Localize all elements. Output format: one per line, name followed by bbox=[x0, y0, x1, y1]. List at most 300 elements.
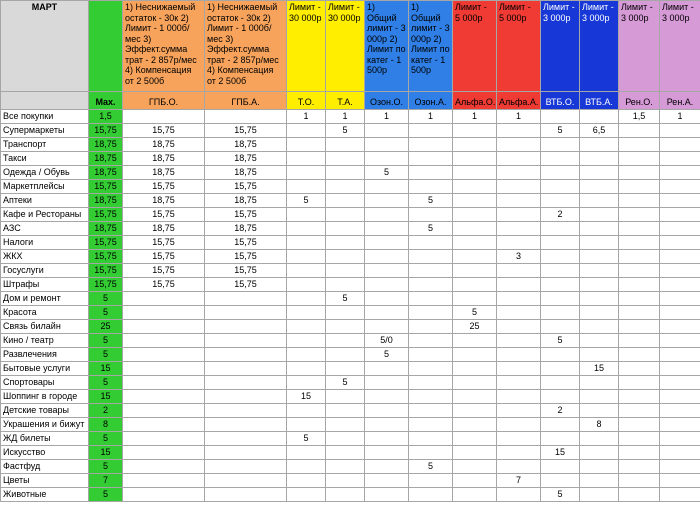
max-cell[interactable]: 5 bbox=[89, 348, 123, 362]
value-cell-vtb-a[interactable]: 8 bbox=[580, 418, 619, 432]
value-cell-alfa-a[interactable] bbox=[497, 222, 541, 236]
value-cell-alfa-o[interactable] bbox=[453, 180, 497, 194]
value-cell-ozon-a[interactable]: 5 bbox=[409, 460, 453, 474]
value-cell-alfa-o[interactable]: 1 bbox=[453, 110, 497, 124]
value-cell-alfa-a[interactable] bbox=[497, 362, 541, 376]
value-cell-ren-a[interactable] bbox=[660, 166, 700, 180]
value-cell-alfa-o[interactable]: 25 bbox=[453, 320, 497, 334]
value-cell-t-a[interactable]: 1 bbox=[326, 110, 365, 124]
value-cell-alfa-a[interactable] bbox=[497, 432, 541, 446]
value-cell-ozon-o[interactable] bbox=[365, 138, 409, 152]
category-cell[interactable]: ЖД билеты bbox=[1, 432, 89, 446]
value-cell-vtb-a[interactable] bbox=[580, 292, 619, 306]
value-cell-ozon-a[interactable] bbox=[409, 138, 453, 152]
value-cell-ren-a[interactable] bbox=[660, 194, 700, 208]
value-cell-vtb-a[interactable] bbox=[580, 110, 619, 124]
value-cell-ozon-a[interactable] bbox=[409, 390, 453, 404]
value-cell-vtb-a[interactable] bbox=[580, 320, 619, 334]
value-cell-alfa-a[interactable] bbox=[497, 306, 541, 320]
value-cell-alfa-o[interactable] bbox=[453, 236, 497, 250]
value-cell-t-o[interactable] bbox=[287, 124, 326, 138]
value-cell-t-a[interactable] bbox=[326, 208, 365, 222]
value-cell-gpb-o[interactable] bbox=[123, 432, 205, 446]
value-cell-t-o[interactable] bbox=[287, 236, 326, 250]
max-cell[interactable]: 18,75 bbox=[89, 152, 123, 166]
value-cell-ren-a[interactable] bbox=[660, 306, 700, 320]
value-cell-ozon-o[interactable] bbox=[365, 222, 409, 236]
value-cell-ren-o[interactable] bbox=[619, 362, 660, 376]
category-cell[interactable]: Супермаркеты bbox=[1, 124, 89, 138]
value-cell-alfa-a[interactable] bbox=[497, 180, 541, 194]
category-cell[interactable]: Животные bbox=[1, 488, 89, 502]
max-cell[interactable]: 15,75 bbox=[89, 250, 123, 264]
value-cell-ren-a[interactable] bbox=[660, 208, 700, 222]
value-cell-alfa-o[interactable] bbox=[453, 348, 497, 362]
value-cell-alfa-o[interactable] bbox=[453, 334, 497, 348]
value-cell-vtb-o[interactable] bbox=[541, 320, 580, 334]
category-cell[interactable]: Фастфуд bbox=[1, 460, 89, 474]
value-cell-vtb-a[interactable] bbox=[580, 180, 619, 194]
value-cell-ozon-o[interactable]: 5 bbox=[365, 166, 409, 180]
value-cell-t-o[interactable] bbox=[287, 152, 326, 166]
value-cell-gpb-o[interactable] bbox=[123, 292, 205, 306]
value-cell-t-o[interactable] bbox=[287, 334, 326, 348]
value-cell-vtb-o[interactable] bbox=[541, 138, 580, 152]
value-cell-t-a[interactable] bbox=[326, 180, 365, 194]
value-cell-gpb-o[interactable]: 18,75 bbox=[123, 166, 205, 180]
value-cell-alfa-o[interactable] bbox=[453, 166, 497, 180]
value-cell-ozon-a[interactable] bbox=[409, 306, 453, 320]
value-cell-alfa-a[interactable] bbox=[497, 194, 541, 208]
max-cell[interactable]: 2 bbox=[89, 404, 123, 418]
max-cell[interactable]: 18,75 bbox=[89, 138, 123, 152]
value-cell-alfa-a[interactable] bbox=[497, 460, 541, 474]
value-cell-vtb-o[interactable]: 5 bbox=[541, 488, 580, 502]
value-cell-t-o[interactable] bbox=[287, 208, 326, 222]
value-cell-vtb-o[interactable] bbox=[541, 376, 580, 390]
category-cell[interactable]: Аптеки bbox=[1, 194, 89, 208]
value-cell-vtb-o[interactable] bbox=[541, 348, 580, 362]
value-cell-vtb-a[interactable] bbox=[580, 460, 619, 474]
value-cell-gpb-o[interactable] bbox=[123, 390, 205, 404]
value-cell-ren-o[interactable] bbox=[619, 236, 660, 250]
value-cell-ren-a[interactable] bbox=[660, 180, 700, 194]
value-cell-gpb-a[interactable] bbox=[205, 306, 287, 320]
value-cell-gpb-o[interactable]: 18,75 bbox=[123, 194, 205, 208]
value-cell-alfa-a[interactable] bbox=[497, 418, 541, 432]
category-cell[interactable]: Искусство bbox=[1, 446, 89, 460]
value-cell-ren-o[interactable] bbox=[619, 166, 660, 180]
value-cell-ozon-o[interactable] bbox=[365, 264, 409, 278]
value-cell-ozon-a[interactable] bbox=[409, 236, 453, 250]
value-cell-ren-o[interactable] bbox=[619, 152, 660, 166]
value-cell-ren-a[interactable] bbox=[660, 446, 700, 460]
value-cell-alfa-a[interactable]: 7 bbox=[497, 474, 541, 488]
value-cell-t-a[interactable] bbox=[326, 446, 365, 460]
value-cell-vtb-a[interactable] bbox=[580, 166, 619, 180]
value-cell-ren-a[interactable] bbox=[660, 138, 700, 152]
value-cell-ozon-o[interactable] bbox=[365, 250, 409, 264]
value-cell-vtb-o[interactable]: 2 bbox=[541, 208, 580, 222]
value-cell-gpb-o[interactable]: 15,75 bbox=[123, 208, 205, 222]
value-cell-gpb-a[interactable] bbox=[205, 362, 287, 376]
value-cell-gpb-o[interactable]: 18,75 bbox=[123, 152, 205, 166]
value-cell-t-a[interactable]: 5 bbox=[326, 376, 365, 390]
value-cell-gpb-a[interactable]: 18,75 bbox=[205, 152, 287, 166]
value-cell-t-o[interactable] bbox=[287, 488, 326, 502]
value-cell-ren-a[interactable] bbox=[660, 348, 700, 362]
value-cell-ren-a[interactable] bbox=[660, 362, 700, 376]
value-cell-t-o[interactable] bbox=[287, 264, 326, 278]
value-cell-gpb-o[interactable]: 15,75 bbox=[123, 264, 205, 278]
max-cell[interactable]: 5 bbox=[89, 292, 123, 306]
value-cell-gpb-a[interactable] bbox=[205, 376, 287, 390]
value-cell-alfa-o[interactable] bbox=[453, 376, 497, 390]
category-cell[interactable]: Такси bbox=[1, 152, 89, 166]
value-cell-ozon-a[interactable]: 5 bbox=[409, 222, 453, 236]
value-cell-ren-o[interactable] bbox=[619, 460, 660, 474]
value-cell-ozon-a[interactable] bbox=[409, 432, 453, 446]
value-cell-alfa-o[interactable] bbox=[453, 124, 497, 138]
max-cell[interactable]: 7 bbox=[89, 474, 123, 488]
value-cell-ren-o[interactable] bbox=[619, 432, 660, 446]
value-cell-alfa-o[interactable] bbox=[453, 152, 497, 166]
value-cell-gpb-a[interactable] bbox=[205, 292, 287, 306]
value-cell-t-a[interactable] bbox=[326, 362, 365, 376]
value-cell-t-o[interactable] bbox=[287, 362, 326, 376]
value-cell-vtb-a[interactable] bbox=[580, 390, 619, 404]
value-cell-ren-a[interactable] bbox=[660, 376, 700, 390]
value-cell-vtb-o[interactable] bbox=[541, 194, 580, 208]
value-cell-ozon-o[interactable] bbox=[365, 194, 409, 208]
value-cell-ren-o[interactable] bbox=[619, 124, 660, 138]
value-cell-gpb-a[interactable] bbox=[205, 334, 287, 348]
max-cell[interactable]: 5 bbox=[89, 306, 123, 320]
value-cell-ren-a[interactable] bbox=[660, 222, 700, 236]
value-cell-gpb-a[interactable] bbox=[205, 390, 287, 404]
category-cell[interactable]: Связь билайн bbox=[1, 320, 89, 334]
value-cell-alfa-o[interactable] bbox=[453, 194, 497, 208]
max-cell[interactable]: 15,75 bbox=[89, 278, 123, 292]
category-cell[interactable]: Налоги bbox=[1, 236, 89, 250]
value-cell-ren-o[interactable] bbox=[619, 292, 660, 306]
value-cell-vtb-a[interactable] bbox=[580, 446, 619, 460]
value-cell-ren-a[interactable] bbox=[660, 390, 700, 404]
category-cell[interactable]: Госуслуги bbox=[1, 264, 89, 278]
value-cell-ren-a[interactable] bbox=[660, 250, 700, 264]
value-cell-ozon-o[interactable]: 5 bbox=[365, 348, 409, 362]
value-cell-vtb-o[interactable]: 5 bbox=[541, 334, 580, 348]
value-cell-vtb-a[interactable] bbox=[580, 488, 619, 502]
value-cell-t-o[interactable] bbox=[287, 404, 326, 418]
value-cell-vtb-o[interactable] bbox=[541, 152, 580, 166]
value-cell-vtb-a[interactable] bbox=[580, 152, 619, 166]
value-cell-t-a[interactable] bbox=[326, 236, 365, 250]
value-cell-t-a[interactable]: 5 bbox=[326, 124, 365, 138]
value-cell-ren-o[interactable] bbox=[619, 390, 660, 404]
max-cell[interactable]: 18,75 bbox=[89, 194, 123, 208]
value-cell-alfa-o[interactable] bbox=[453, 446, 497, 460]
value-cell-t-a[interactable] bbox=[326, 488, 365, 502]
value-cell-gpb-a[interactable] bbox=[205, 488, 287, 502]
value-cell-vtb-o[interactable] bbox=[541, 474, 580, 488]
value-cell-gpb-o[interactable] bbox=[123, 418, 205, 432]
value-cell-gpb-o[interactable]: 15,75 bbox=[123, 236, 205, 250]
max-cell[interactable]: 15,75 bbox=[89, 208, 123, 222]
category-cell[interactable]: ЖКХ bbox=[1, 250, 89, 264]
category-cell[interactable]: Все покупки bbox=[1, 110, 89, 124]
value-cell-ozon-o[interactable] bbox=[365, 306, 409, 320]
category-cell[interactable]: Штрафы bbox=[1, 278, 89, 292]
value-cell-vtb-o[interactable] bbox=[541, 166, 580, 180]
value-cell-ren-a[interactable] bbox=[660, 334, 700, 348]
value-cell-ren-o[interactable] bbox=[619, 348, 660, 362]
max-cell[interactable]: 15,75 bbox=[89, 264, 123, 278]
value-cell-ozon-a[interactable] bbox=[409, 334, 453, 348]
value-cell-ren-o[interactable] bbox=[619, 334, 660, 348]
value-cell-gpb-o[interactable] bbox=[123, 110, 205, 124]
value-cell-ozon-o[interactable] bbox=[365, 236, 409, 250]
value-cell-ozon-a[interactable] bbox=[409, 250, 453, 264]
value-cell-t-a[interactable] bbox=[326, 306, 365, 320]
value-cell-vtb-a[interactable] bbox=[580, 194, 619, 208]
value-cell-gpb-a[interactable] bbox=[205, 348, 287, 362]
value-cell-vtb-o[interactable] bbox=[541, 362, 580, 376]
value-cell-gpb-o[interactable] bbox=[123, 306, 205, 320]
value-cell-alfa-a[interactable] bbox=[497, 292, 541, 306]
value-cell-alfa-a[interactable]: 3 bbox=[497, 250, 541, 264]
value-cell-ren-a[interactable] bbox=[660, 418, 700, 432]
max-cell[interactable]: 18,75 bbox=[89, 166, 123, 180]
value-cell-vtb-o[interactable] bbox=[541, 292, 580, 306]
value-cell-gpb-o[interactable] bbox=[123, 474, 205, 488]
value-cell-t-a[interactable] bbox=[326, 432, 365, 446]
max-cell[interactable]: 15 bbox=[89, 446, 123, 460]
category-cell[interactable]: Бытовые услуги bbox=[1, 362, 89, 376]
value-cell-vtb-a[interactable] bbox=[580, 348, 619, 362]
value-cell-t-o[interactable]: 1 bbox=[287, 110, 326, 124]
value-cell-ozon-a[interactable] bbox=[409, 292, 453, 306]
value-cell-alfa-a[interactable] bbox=[497, 208, 541, 222]
value-cell-ozon-o[interactable] bbox=[365, 418, 409, 432]
value-cell-vtb-a[interactable] bbox=[580, 264, 619, 278]
value-cell-vtb-a[interactable] bbox=[580, 250, 619, 264]
value-cell-t-a[interactable] bbox=[326, 390, 365, 404]
value-cell-alfa-o[interactable] bbox=[453, 362, 497, 376]
category-cell[interactable]: Транспорт bbox=[1, 138, 89, 152]
value-cell-t-o[interactable] bbox=[287, 306, 326, 320]
value-cell-vtb-o[interactable] bbox=[541, 460, 580, 474]
value-cell-alfa-a[interactable] bbox=[497, 446, 541, 460]
value-cell-t-a[interactable] bbox=[326, 152, 365, 166]
value-cell-t-o[interactable] bbox=[287, 460, 326, 474]
value-cell-alfa-o[interactable] bbox=[453, 292, 497, 306]
value-cell-t-a[interactable] bbox=[326, 348, 365, 362]
value-cell-alfa-a[interactable]: 1 bbox=[497, 110, 541, 124]
category-cell[interactable]: Детские товары bbox=[1, 404, 89, 418]
value-cell-alfa-a[interactable] bbox=[497, 124, 541, 138]
max-cell[interactable]: 5 bbox=[89, 432, 123, 446]
max-cell[interactable]: 1,5 bbox=[89, 110, 123, 124]
value-cell-alfa-o[interactable] bbox=[453, 488, 497, 502]
category-cell[interactable]: Цветы bbox=[1, 474, 89, 488]
value-cell-t-o[interactable] bbox=[287, 250, 326, 264]
value-cell-alfa-a[interactable] bbox=[497, 390, 541, 404]
value-cell-vtb-a[interactable] bbox=[580, 334, 619, 348]
max-cell[interactable]: 25 bbox=[89, 320, 123, 334]
value-cell-t-o[interactable] bbox=[287, 348, 326, 362]
value-cell-ozon-a[interactable] bbox=[409, 208, 453, 222]
value-cell-alfa-o[interactable] bbox=[453, 138, 497, 152]
value-cell-gpb-o[interactable] bbox=[123, 376, 205, 390]
value-cell-t-a[interactable] bbox=[326, 194, 365, 208]
value-cell-t-a[interactable] bbox=[326, 138, 365, 152]
value-cell-ren-a[interactable] bbox=[660, 152, 700, 166]
value-cell-ren-a[interactable] bbox=[660, 292, 700, 306]
value-cell-t-o[interactable] bbox=[287, 278, 326, 292]
value-cell-ozon-a[interactable] bbox=[409, 348, 453, 362]
value-cell-t-o[interactable] bbox=[287, 292, 326, 306]
value-cell-vtb-a[interactable] bbox=[580, 474, 619, 488]
value-cell-ozon-o[interactable]: 1 bbox=[365, 110, 409, 124]
value-cell-t-a[interactable] bbox=[326, 222, 365, 236]
value-cell-gpb-a[interactable]: 18,75 bbox=[205, 194, 287, 208]
value-cell-gpb-a[interactable] bbox=[205, 320, 287, 334]
value-cell-gpb-o[interactable]: 15,75 bbox=[123, 180, 205, 194]
value-cell-gpb-a[interactable] bbox=[205, 110, 287, 124]
value-cell-ozon-a[interactable] bbox=[409, 320, 453, 334]
value-cell-alfa-a[interactable] bbox=[497, 236, 541, 250]
value-cell-ren-o[interactable] bbox=[619, 194, 660, 208]
value-cell-ozon-a[interactable] bbox=[409, 278, 453, 292]
value-cell-vtb-o[interactable] bbox=[541, 222, 580, 236]
value-cell-alfa-a[interactable] bbox=[497, 376, 541, 390]
max-cell[interactable]: 15 bbox=[89, 362, 123, 376]
value-cell-ren-a[interactable] bbox=[660, 488, 700, 502]
value-cell-ozon-o[interactable] bbox=[365, 390, 409, 404]
value-cell-ren-a[interactable] bbox=[660, 460, 700, 474]
value-cell-t-o[interactable] bbox=[287, 376, 326, 390]
value-cell-t-o[interactable] bbox=[287, 418, 326, 432]
value-cell-t-o[interactable]: 5 bbox=[287, 432, 326, 446]
value-cell-ozon-a[interactable] bbox=[409, 362, 453, 376]
value-cell-t-o[interactable]: 5 bbox=[287, 194, 326, 208]
category-cell[interactable]: Одежда / Обувь bbox=[1, 166, 89, 180]
value-cell-alfa-o[interactable] bbox=[453, 264, 497, 278]
value-cell-ozon-o[interactable] bbox=[365, 446, 409, 460]
value-cell-alfa-a[interactable] bbox=[497, 166, 541, 180]
value-cell-t-a[interactable] bbox=[326, 418, 365, 432]
value-cell-vtb-a[interactable] bbox=[580, 208, 619, 222]
category-cell[interactable]: Кафе и Рестораны bbox=[1, 208, 89, 222]
value-cell-alfa-o[interactable] bbox=[453, 460, 497, 474]
value-cell-gpb-o[interactable]: 18,75 bbox=[123, 222, 205, 236]
value-cell-gpb-a[interactable]: 15,75 bbox=[205, 180, 287, 194]
value-cell-t-a[interactable] bbox=[326, 278, 365, 292]
value-cell-t-a[interactable]: 5 bbox=[326, 292, 365, 306]
value-cell-gpb-o[interactable]: 18,75 bbox=[123, 138, 205, 152]
value-cell-vtb-o[interactable] bbox=[541, 250, 580, 264]
value-cell-alfa-a[interactable] bbox=[497, 320, 541, 334]
value-cell-t-a[interactable] bbox=[326, 460, 365, 474]
value-cell-t-a[interactable] bbox=[326, 166, 365, 180]
value-cell-t-o[interactable] bbox=[287, 474, 326, 488]
value-cell-ozon-a[interactable] bbox=[409, 446, 453, 460]
value-cell-gpb-a[interactable]: 15,75 bbox=[205, 278, 287, 292]
value-cell-ozon-o[interactable] bbox=[365, 180, 409, 194]
value-cell-gpb-o[interactable]: 15,75 bbox=[123, 250, 205, 264]
category-cell[interactable]: Красота bbox=[1, 306, 89, 320]
value-cell-gpb-o[interactable] bbox=[123, 446, 205, 460]
value-cell-vtb-a[interactable] bbox=[580, 376, 619, 390]
max-cell[interactable]: 5 bbox=[89, 488, 123, 502]
value-cell-alfa-o[interactable] bbox=[453, 250, 497, 264]
value-cell-vtb-a[interactable] bbox=[580, 236, 619, 250]
value-cell-alfa-o[interactable] bbox=[453, 208, 497, 222]
value-cell-vtb-a[interactable] bbox=[580, 306, 619, 320]
category-cell[interactable]: Кино / театр bbox=[1, 334, 89, 348]
category-cell[interactable]: Спортовары bbox=[1, 376, 89, 390]
value-cell-t-a[interactable] bbox=[326, 334, 365, 348]
category-cell[interactable]: Дом и ремонт bbox=[1, 292, 89, 306]
value-cell-t-o[interactable] bbox=[287, 180, 326, 194]
value-cell-ren-o[interactable] bbox=[619, 376, 660, 390]
value-cell-t-a[interactable] bbox=[326, 264, 365, 278]
value-cell-alfa-o[interactable] bbox=[453, 404, 497, 418]
value-cell-ozon-a[interactable] bbox=[409, 404, 453, 418]
max-cell[interactable]: 15,75 bbox=[89, 124, 123, 138]
value-cell-ozon-o[interactable] bbox=[365, 488, 409, 502]
value-cell-ren-o[interactable] bbox=[619, 208, 660, 222]
value-cell-ren-a[interactable] bbox=[660, 236, 700, 250]
value-cell-vtb-o[interactable] bbox=[541, 418, 580, 432]
value-cell-ozon-a[interactable] bbox=[409, 488, 453, 502]
value-cell-gpb-a[interactable] bbox=[205, 474, 287, 488]
value-cell-ozon-o[interactable]: 5/0 bbox=[365, 334, 409, 348]
value-cell-ozon-o[interactable] bbox=[365, 404, 409, 418]
value-cell-vtb-o[interactable] bbox=[541, 180, 580, 194]
value-cell-ren-o[interactable] bbox=[619, 306, 660, 320]
value-cell-gpb-o[interactable] bbox=[123, 320, 205, 334]
value-cell-ozon-o[interactable] bbox=[365, 320, 409, 334]
value-cell-vtb-o[interactable] bbox=[541, 432, 580, 446]
value-cell-ren-a[interactable]: 1 bbox=[660, 110, 700, 124]
value-cell-gpb-a[interactable]: 15,75 bbox=[205, 250, 287, 264]
value-cell-gpb-a[interactable]: 18,75 bbox=[205, 138, 287, 152]
value-cell-vtb-a[interactable] bbox=[580, 138, 619, 152]
value-cell-vtb-o[interactable]: 5 bbox=[541, 124, 580, 138]
value-cell-ren-o[interactable] bbox=[619, 404, 660, 418]
value-cell-vtb-o[interactable] bbox=[541, 390, 580, 404]
value-cell-alfa-a[interactable] bbox=[497, 488, 541, 502]
value-cell-ozon-o[interactable] bbox=[365, 278, 409, 292]
value-cell-gpb-a[interactable] bbox=[205, 432, 287, 446]
value-cell-gpb-o[interactable] bbox=[123, 460, 205, 474]
value-cell-gpb-o[interactable] bbox=[123, 488, 205, 502]
value-cell-vtb-o[interactable] bbox=[541, 306, 580, 320]
value-cell-gpb-o[interactable]: 15,75 bbox=[123, 278, 205, 292]
value-cell-ren-a[interactable] bbox=[660, 320, 700, 334]
value-cell-ozon-o[interactable] bbox=[365, 124, 409, 138]
value-cell-vtb-a[interactable] bbox=[580, 278, 619, 292]
value-cell-ozon-a[interactable]: 5 bbox=[409, 194, 453, 208]
value-cell-vtb-o[interactable] bbox=[541, 110, 580, 124]
value-cell-alfa-o[interactable] bbox=[453, 278, 497, 292]
value-cell-alfa-o[interactable] bbox=[453, 474, 497, 488]
value-cell-alfa-o[interactable] bbox=[453, 222, 497, 236]
value-cell-gpb-o[interactable] bbox=[123, 334, 205, 348]
value-cell-ren-o[interactable]: 1,5 bbox=[619, 110, 660, 124]
